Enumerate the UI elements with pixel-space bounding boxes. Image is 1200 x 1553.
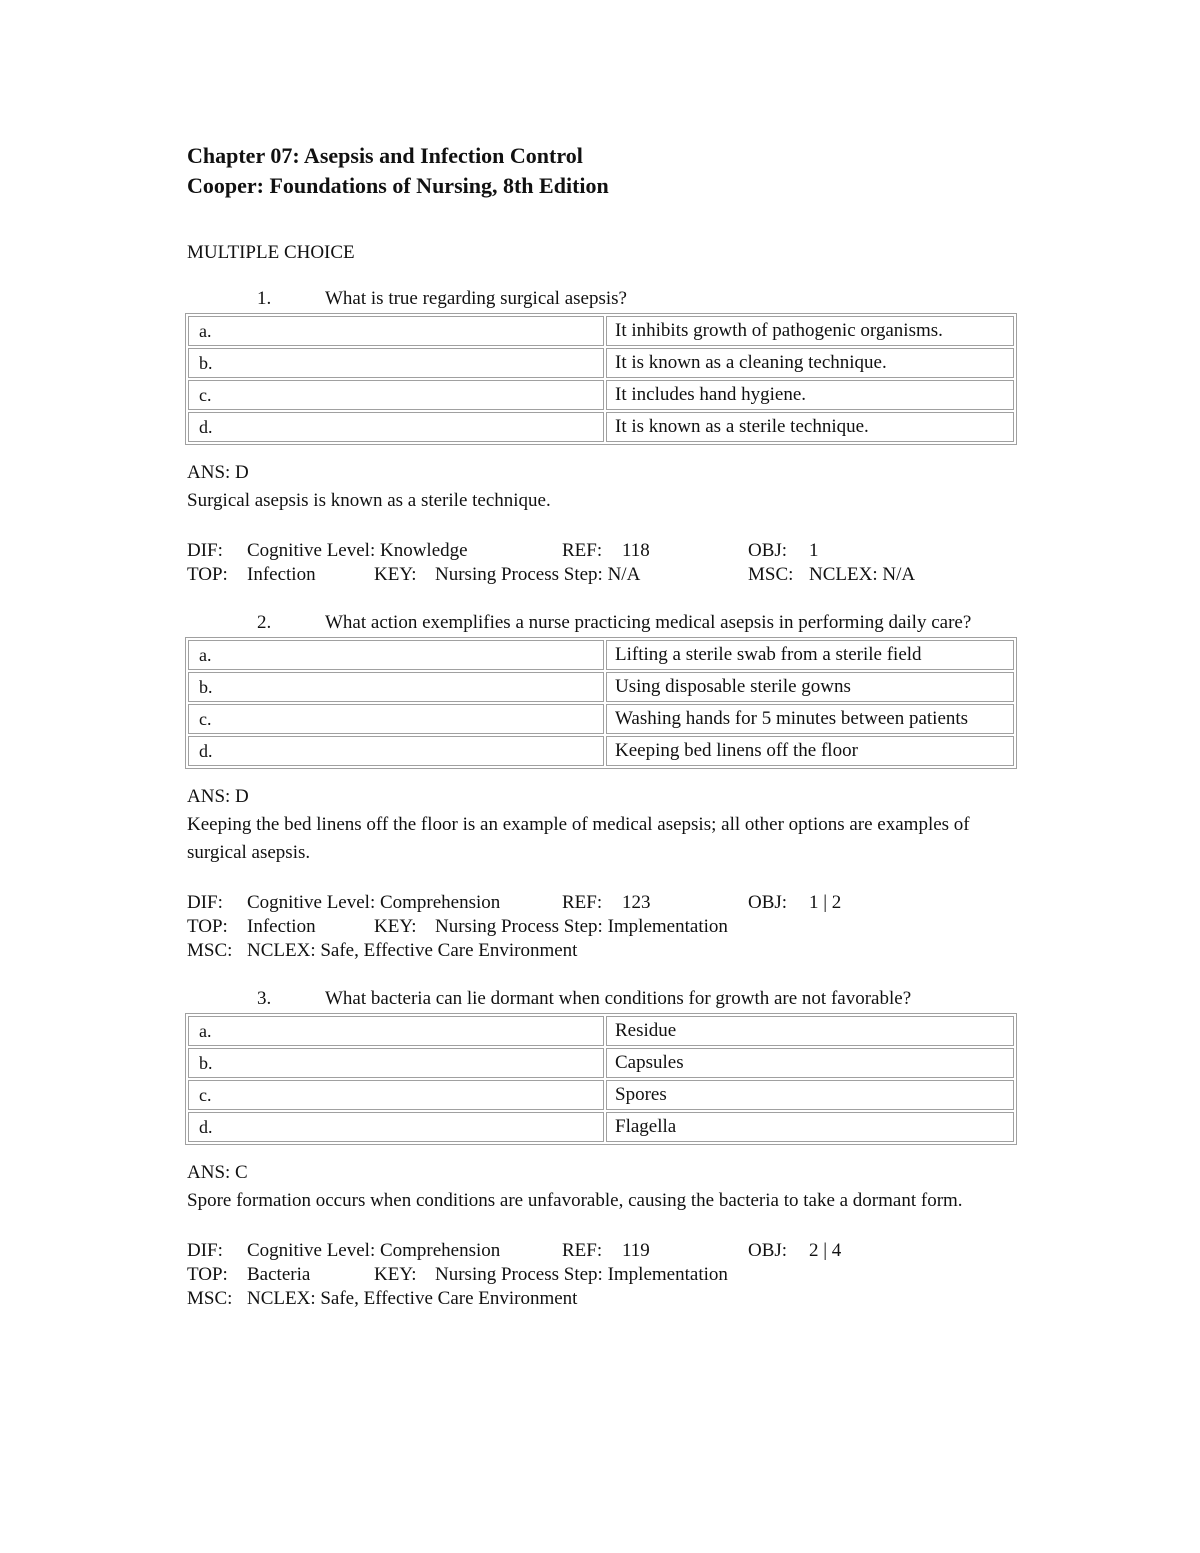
obj-label: OBJ: <box>748 1240 788 1261</box>
answer: ANS: D <box>187 462 249 483</box>
chapter-title: Chapter 07: Asepsis and Infection Control <box>187 143 583 168</box>
question-stem <box>187 985 1017 1013</box>
dif-label: DIF: <box>187 1240 223 1261</box>
answer: ANS: C <box>187 1162 248 1183</box>
dif-value: Cognitive Level: Comprehension <box>247 1240 501 1261</box>
option-row <box>188 704 1014 734</box>
key-label: KEY: <box>374 1264 417 1285</box>
option-row <box>188 316 1014 346</box>
question-metadata <box>187 1239 1017 1311</box>
option-letter: a. <box>188 1016 604 1046</box>
option-row <box>188 1080 1014 1110</box>
option-row <box>188 1016 1014 1046</box>
top-label: TOP: <box>187 916 228 937</box>
question-number: 1. <box>257 288 272 309</box>
question-text: What is true regarding surgical asepsis? <box>325 288 627 309</box>
msc-label: MSC: <box>187 940 233 961</box>
rationale: Surgical asepsis is known as a sterile technique. <box>187 490 551 511</box>
key-label: KEY: <box>374 916 417 937</box>
option-letter: d. <box>188 412 604 442</box>
option-letter: a. <box>188 316 604 346</box>
ref-value: 118 <box>622 540 650 561</box>
option-letter: b. <box>188 672 604 702</box>
option-row <box>188 640 1014 670</box>
top-value: Bacteria <box>247 1264 311 1285</box>
obj-label: OBJ: <box>748 540 788 561</box>
answer: ANS: D <box>187 786 249 807</box>
option-text: Flagella <box>606 1112 1014 1142</box>
ref-label: REF: <box>562 1240 603 1261</box>
option-text: Capsules <box>606 1048 1014 1078</box>
option-letter: b. <box>188 1048 604 1078</box>
rationale: Spore formation occurs when conditions are unfavorable, causing the bacteria to take a dormant form. <box>187 1190 963 1211</box>
obj-value: 1 <box>809 540 819 561</box>
msc-value: NCLEX: Safe, Effective Care Environment <box>247 1288 578 1309</box>
top-label: TOP: <box>187 1264 228 1285</box>
ref-label: REF: <box>562 540 603 561</box>
question-stem <box>187 285 1017 313</box>
key-label: KEY: <box>374 564 417 585</box>
obj-value: 1 | 2 <box>809 892 842 913</box>
option-row <box>188 672 1014 702</box>
option-text: It is known as a sterile technique. <box>606 412 1014 442</box>
dif-label: DIF: <box>187 540 223 561</box>
option-text: Lifting a sterile swab from a sterile field <box>606 640 1014 670</box>
key-value: Nursing Process Step: Implementation <box>435 1264 728 1285</box>
option-row <box>188 348 1014 378</box>
option-text: Using disposable sterile gowns <box>606 672 1014 702</box>
question-2 <box>187 609 1017 963</box>
dif-value: Cognitive Level: Knowledge <box>247 540 468 561</box>
key-value: Nursing Process Step: N/A <box>435 564 641 585</box>
obj-value: 2 | 4 <box>809 1240 842 1261</box>
option-row <box>188 1112 1014 1142</box>
top-value: Infection <box>247 916 316 937</box>
msc-label: MSC: <box>748 564 794 585</box>
top-value: Infection <box>247 564 316 585</box>
option-text: Residue <box>606 1016 1014 1046</box>
option-letter: b. <box>188 348 604 378</box>
ref-label: REF: <box>562 892 603 913</box>
option-text: Spores <box>606 1080 1014 1110</box>
options-table <box>185 313 1017 445</box>
section-heading: MULTIPLE CHOICE <box>187 242 355 263</box>
msc-label: MSC: <box>187 1288 233 1309</box>
option-text: It inhibits growth of pathogenic organisms. <box>606 316 1014 346</box>
option-letter: a. <box>188 640 604 670</box>
question-text: What bacteria can lie dormant when conditions for growth are not favorable? <box>325 988 912 1009</box>
ref-value: 123 <box>622 892 651 913</box>
question-number: 3. <box>257 988 272 1009</box>
question-number: 2. <box>257 612 272 633</box>
option-letter: d. <box>188 1112 604 1142</box>
obj-label: OBJ: <box>748 892 788 913</box>
question-text: What action exemplifies a nurse practicing medical asepsis in performing daily care? <box>325 612 972 633</box>
question-stem <box>187 609 1017 637</box>
dif-value: Cognitive Level: Comprehension <box>247 892 501 913</box>
key-value: Nursing Process Step: Implementation <box>435 916 728 937</box>
rationale: Keeping the bed linens off the floor is an example of medical asepsis; all other options are examples of surgical asepsis. <box>187 814 970 863</box>
option-letter: d. <box>188 736 604 766</box>
msc-value: NCLEX: Safe, Effective Care Environment <box>247 940 578 961</box>
options-table <box>185 637 1017 769</box>
option-text: Washing hands for 5 minutes between patients <box>606 704 1014 734</box>
book-title: Cooper: Foundations of Nursing, 8th Edition <box>187 173 609 198</box>
option-letter: c. <box>188 1080 604 1110</box>
option-letter: c. <box>188 704 604 734</box>
option-text: It includes hand hygiene. <box>606 380 1014 410</box>
options-table <box>185 1013 1017 1145</box>
option-text: Keeping bed linens off the floor <box>606 736 1014 766</box>
question-3 <box>187 985 1017 1311</box>
ref-value: 119 <box>622 1240 650 1261</box>
question-metadata <box>187 539 1017 587</box>
top-label: TOP: <box>187 564 228 585</box>
option-row <box>188 736 1014 766</box>
option-row <box>188 412 1014 442</box>
option-row <box>188 380 1014 410</box>
dif-label: DIF: <box>187 892 223 913</box>
question-metadata <box>187 891 1017 963</box>
option-text: It is known as a cleaning technique. <box>606 348 1014 378</box>
question-1 <box>187 285 1017 587</box>
document-content <box>187 141 1017 1311</box>
option-letter: c. <box>188 380 604 410</box>
option-row <box>188 1048 1014 1078</box>
msc-value: NCLEX: N/A <box>809 564 916 585</box>
